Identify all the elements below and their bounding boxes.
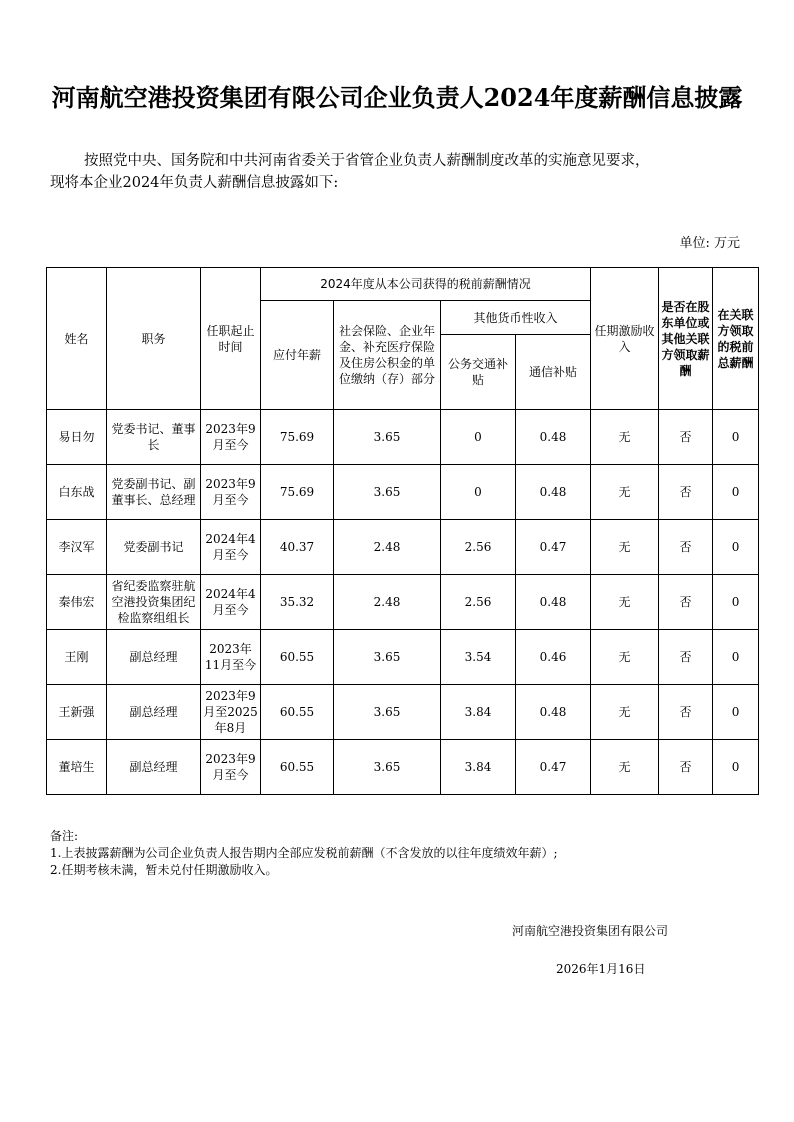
publish-date: 2026年1月16日 (556, 962, 646, 976)
cell-social: 3.65 (334, 465, 441, 520)
salary-table (46, 267, 759, 795)
header-pretax-group: 2024年度从本公司获得的税前薪酬情况 (261, 268, 591, 301)
cell-term: 2023年9月至2025年8月 (201, 685, 261, 740)
cell-shareholder: 否 (659, 685, 713, 740)
cell-related: 0 (713, 575, 759, 630)
note-item-2: 2.任期考核未满，暂未兑付任期激励收入。 (50, 863, 278, 877)
cell-salary: 60.55 (261, 740, 334, 795)
notes (50, 828, 750, 879)
cell-transport: 0 (441, 410, 516, 465)
cell-communication: 0.46 (516, 630, 591, 685)
header-related: 在关联方领取的税前总薪酬 (713, 268, 759, 410)
cell-position: 党委副书记 (107, 520, 201, 575)
cell-communication: 0.48 (516, 575, 591, 630)
table-row (47, 575, 759, 630)
cell-communication: 0.48 (516, 685, 591, 740)
cell-salary: 75.69 (261, 410, 334, 465)
cell-term: 2023年11月至今 (201, 630, 261, 685)
cell-shareholder: 否 (659, 465, 713, 520)
cell-shareholder: 否 (659, 740, 713, 795)
cell-name: 易日勿 (47, 410, 107, 465)
table-row (47, 630, 759, 685)
cell-salary: 75.69 (261, 465, 334, 520)
cell-term: 2023年9月至今 (201, 465, 261, 520)
cell-transport: 0 (441, 465, 516, 520)
cell-social: 2.48 (334, 520, 441, 575)
cell-related: 0 (713, 685, 759, 740)
cell-term: 2024年4月至今 (201, 520, 261, 575)
cell-transport: 3.54 (441, 630, 516, 685)
cell-shareholder: 否 (659, 520, 713, 575)
cell-name: 王新强 (47, 685, 107, 740)
cell-transport: 3.84 (441, 740, 516, 795)
cell-incentive: 无 (591, 740, 659, 795)
cell-name: 白东战 (47, 465, 107, 520)
cell-communication: 0.48 (516, 410, 591, 465)
cell-term: 2023年9月至今 (201, 740, 261, 795)
cell-related: 0 (713, 465, 759, 520)
header-term: 任职起止时间 (201, 268, 261, 410)
cell-position: 省纪委监察驻航空港投资集团纪检监察组组长 (107, 575, 201, 630)
cell-name: 董培生 (47, 740, 107, 795)
cell-incentive: 无 (591, 520, 659, 575)
cell-social: 3.65 (334, 630, 441, 685)
cell-position: 党委书记、董事长 (107, 410, 201, 465)
cell-incentive: 无 (591, 410, 659, 465)
unit-label: 单位: 万元 (679, 236, 740, 251)
cell-transport: 2.56 (441, 520, 516, 575)
cell-shareholder: 否 (659, 630, 713, 685)
cell-salary: 35.32 (261, 575, 334, 630)
cell-social: 3.65 (334, 740, 441, 795)
cell-related: 0 (713, 410, 759, 465)
cell-shareholder: 否 (659, 410, 713, 465)
cell-position: 副总经理 (107, 630, 201, 685)
header-social: 社会保险、企业年金、补充医疗保险及住房公积金的单位缴纳（存）部分 (334, 301, 441, 410)
header-shareholder: 是否在股东单位或其他关联方领取薪酬 (659, 268, 713, 410)
header-position: 职务 (107, 268, 201, 410)
cell-social: 3.65 (334, 410, 441, 465)
table-row (47, 410, 759, 465)
cell-shareholder: 否 (659, 575, 713, 630)
cell-term: 2023年9月至今 (201, 410, 261, 465)
cell-related: 0 (713, 520, 759, 575)
cell-incentive: 无 (591, 630, 659, 685)
cell-transport: 2.56 (441, 575, 516, 630)
cell-term: 2024年4月至今 (201, 575, 261, 630)
cell-related: 0 (713, 630, 759, 685)
cell-transport: 3.84 (441, 685, 516, 740)
cell-related: 0 (713, 740, 759, 795)
table-row (47, 465, 759, 520)
intro-line-2: 现将本企业2024年负责人薪酬信息披露如下: (50, 175, 339, 191)
cell-incentive: 无 (591, 465, 659, 520)
intro-line-1: 按照党中央、国务院和中共河南省委关于省管企业负责人薪酬制度改革的实施意见要求， (84, 153, 650, 169)
cell-position: 党委副书记、副董事长、总经理 (107, 465, 201, 520)
header-communication: 通信补贴 (516, 335, 591, 410)
table-row (47, 520, 759, 575)
header-transport: 公务交通补贴 (441, 335, 516, 410)
cell-name: 秦伟宏 (47, 575, 107, 630)
cell-position: 副总经理 (107, 740, 201, 795)
cell-incentive: 无 (591, 685, 659, 740)
cell-incentive: 无 (591, 575, 659, 630)
table-row (47, 740, 759, 795)
intro-paragraph (50, 150, 750, 194)
cell-salary: 60.55 (261, 630, 334, 685)
cell-social: 3.65 (334, 685, 441, 740)
header-incentive: 任期激励收入 (591, 268, 659, 410)
header-name: 姓名 (47, 268, 107, 410)
cell-communication: 0.47 (516, 520, 591, 575)
cell-salary: 60.55 (261, 685, 334, 740)
cell-communication: 0.47 (516, 740, 591, 795)
header-other-income: 其他货币性收入 (441, 301, 591, 335)
cell-communication: 0.48 (516, 465, 591, 520)
page-title: 河南航空港投资集团有限公司企业负责人2024年度薪酬信息披露 (51, 83, 743, 112)
cell-social: 2.48 (334, 575, 441, 630)
table-row (47, 685, 759, 740)
cell-position: 副总经理 (107, 685, 201, 740)
cell-name: 王刚 (47, 630, 107, 685)
company-name: 河南航空港投资集团有限公司 (512, 924, 669, 938)
cell-salary: 40.37 (261, 520, 334, 575)
header-salary: 应付年薪 (261, 301, 334, 410)
note-item-1: 1.上表披露薪酬为公司企业负责人报告期内全部应发税前薪酬（不含发放的以往年度绩效年薪）; (50, 846, 558, 860)
notes-heading: 备注: (50, 829, 79, 843)
cell-name: 李汉军 (47, 520, 107, 575)
